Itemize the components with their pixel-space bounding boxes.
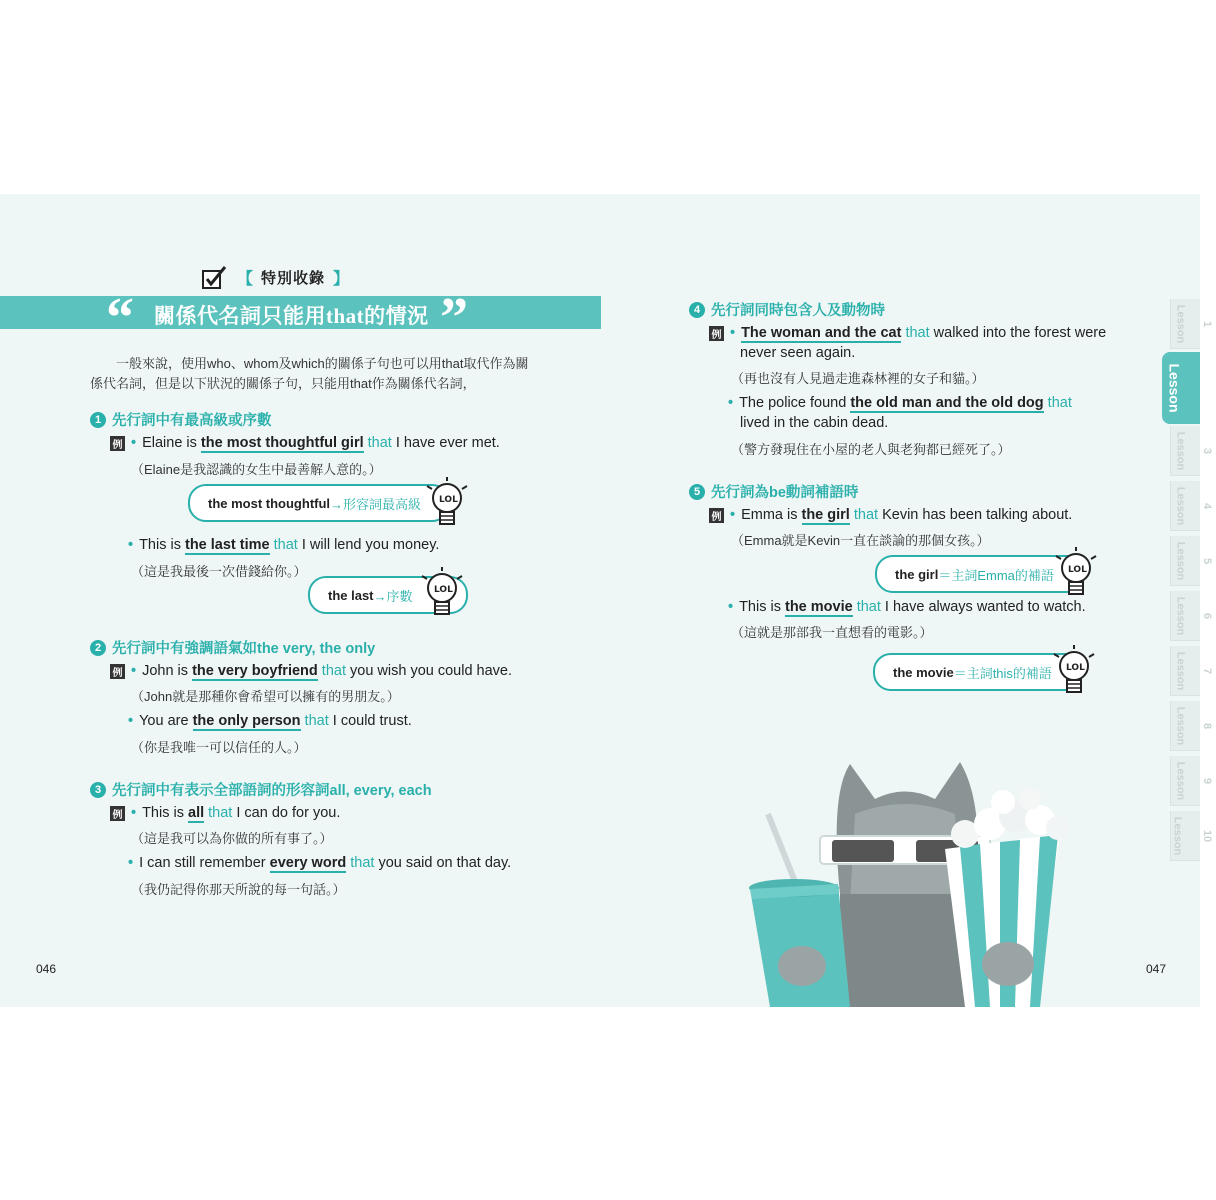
special-label: 【 特別收錄 】 (201, 264, 349, 290)
tab-lesson-5[interactable]: Lesson 5 (1170, 536, 1200, 586)
example-sentence: • This is the last time that I will lend you money. (128, 537, 440, 553)
svg-text:LOL: LOL (434, 585, 453, 595)
lol-lightbulb-icon (1050, 644, 1098, 700)
note-bubble: the last →序數 (308, 576, 468, 614)
page-number-right: 047 (1146, 962, 1167, 976)
section-number: 2 (90, 640, 106, 656)
translation: （這是我最後一次借錢給你。） (131, 564, 307, 579)
section-4-heading (689, 299, 885, 320)
translation: （Emma就是Kevin一直在談論的那個女孩。） (731, 533, 990, 548)
close-quote-icon: ” (440, 287, 468, 349)
example-mark: 例 (110, 664, 125, 679)
note-bubble: the most thoughtful →形容詞最高級 (188, 484, 450, 522)
section-title: 先行詞中有強調語氣如the very, the only (112, 641, 376, 657)
section-number: 5 (689, 484, 705, 500)
lol-lightbulb-icon (1052, 546, 1100, 602)
tab-lesson-6[interactable]: Lesson 6 (1170, 591, 1200, 641)
section-title: 先行詞為be動詞補語時 (711, 485, 859, 501)
page-title: 關係代名詞只能用that的情況 (154, 304, 429, 328)
example-continuation: lived in the cabin dead. (740, 415, 889, 431)
example-mark: 例 (110, 806, 125, 821)
translation: （這就是那部我一直想看的電影。） (731, 625, 933, 640)
lol-lightbulb-icon (418, 566, 466, 622)
pencil-checkbox-icon (201, 264, 229, 290)
tab-lesson-4[interactable]: Lesson 4 (1170, 481, 1200, 531)
special-label-text: 特別收錄 (261, 269, 326, 287)
translation: （再也沒有人見過走進森林裡的女子和貓。） (731, 371, 985, 386)
intro-paragraph: 一般來說，使用who、whom及which的關係子句也可以用that取代作為關係代名詞，但是以下狀況的關係子句，只能用that作為關係代名詞， (90, 356, 529, 391)
example-sentence: 例 • The woman and the cat that walked into the forest were (709, 325, 1106, 341)
section-title: 先行詞中有最高級或序數 (112, 413, 272, 429)
example-sentence: • You are the only person that I could trust. (128, 713, 412, 729)
section-3-heading (90, 779, 432, 800)
note-bubble: the girl ＝主詞Emma的補語 (875, 555, 1085, 593)
translation: （John就是那種你會希望可以擁有的男朋友。） (131, 689, 400, 704)
example-continuation: never seen again. (740, 345, 856, 361)
example-sentence: • The police found the old man and the old dog that (728, 395, 1072, 411)
section-title: 先行詞同時包含人及動物時 (711, 303, 885, 319)
example-mark: 例 (709, 508, 724, 523)
tab-lesson-1[interactable]: Lesson 1 (1170, 299, 1200, 349)
svg-text:LOL: LOL (1066, 663, 1085, 673)
section-1-heading (90, 409, 272, 430)
note-bubble: the movie ＝主詞this的補語 (873, 653, 1083, 691)
tab-lesson-10[interactable]: Lesson 10 (1170, 811, 1200, 861)
section-number: 1 (90, 412, 106, 428)
page-number-left: 046 (36, 962, 57, 976)
example-sentence: • This is the movie that I have always wanted to watch. (728, 599, 1086, 615)
open-quote-icon: “ (106, 287, 134, 349)
tab-lesson-9[interactable]: Lesson 9 (1170, 756, 1200, 806)
section-title: 先行詞中有表示全部語詞的形容詞all, every, each (112, 783, 432, 799)
translation: （我仍記得你那天所說的每一句話。） (131, 882, 346, 897)
example-sentence: 例 • This is all that I can do for you. (110, 805, 340, 821)
example-sentence: 例 • John is the very boyfriend that you wish you could have. (110, 663, 512, 679)
example-sentence: 例 • Emma is the girl that Kevin has been talking about. (709, 507, 1072, 523)
tab-lesson-8[interactable]: Lesson 8 (1170, 701, 1200, 751)
title-bar (0, 287, 601, 349)
book-spread (0, 194, 1216, 1007)
tab-lesson-7[interactable]: Lesson 7 (1170, 646, 1200, 696)
translation: （你是我唯一可以信任的人。） (131, 740, 307, 755)
cat-movie-illustration (690, 754, 1110, 1007)
translation: （Elaine是我認識的女生中最善解人意的。） (131, 462, 382, 477)
translation: （這是我可以為你做的所有事了。） (131, 831, 333, 846)
example-mark: 例 (110, 436, 125, 451)
example-sentence: 例 • Elaine is the most thoughtful girl that I have ever met. (110, 435, 500, 451)
section-number: 3 (90, 782, 106, 798)
tab-lesson-2[interactable]: Lesson 2 (1162, 352, 1200, 424)
translation: （警方發現住在小屋的老人與老狗都已經死了。） (731, 442, 1011, 457)
section-5-heading (689, 481, 858, 502)
example-mark: 例 (709, 326, 724, 341)
tab-lesson-3[interactable]: Lesson 3 (1170, 426, 1200, 476)
lol-lightbulb-icon (423, 476, 471, 532)
svg-text:LOL: LOL (439, 495, 458, 505)
svg-text:LOL: LOL (1068, 565, 1087, 575)
section-number: 4 (689, 302, 705, 318)
section-2-heading (90, 637, 375, 658)
example-sentence: • I can still remember every word that you said on that day. (128, 855, 512, 871)
